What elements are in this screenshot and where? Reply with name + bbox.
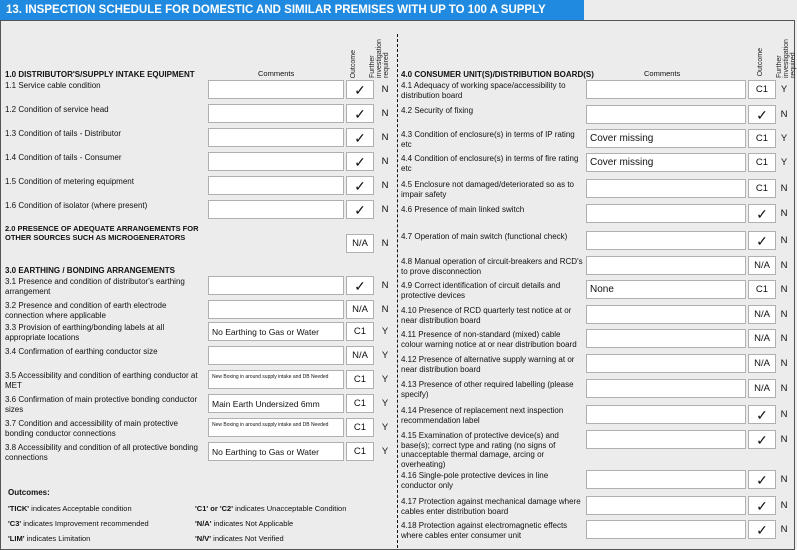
item-outcome-field[interactable]: C1: [346, 370, 374, 389]
outcome-c3: 'C3' indicates Improvement recommended: [8, 519, 149, 528]
item-further-investigation: N: [381, 280, 389, 291]
page-title: 13. INSPECTION SCHEDULE FOR DOMESTIC AND SIMILAR PREMISES WITH UP TO 100 A SUPPLY: [0, 0, 584, 20]
item-label: 1.5 Condition of metering equipment: [5, 177, 134, 186]
item-further-investigation: Y: [381, 422, 389, 433]
item-outcome-field[interactable]: N/A: [346, 346, 374, 365]
item-outcome-field[interactable]: ✓: [748, 520, 776, 539]
item-label: 4.4 Condition of enclosure(s) in terms of fire rating etc: [401, 154, 579, 173]
section-3-heading: 3.0 EARTHING / BONDING ARRANGEMENTS: [5, 266, 175, 275]
item-further-investigation: N: [780, 383, 788, 394]
item-further-investigation: N: [780, 109, 788, 120]
item-further-investigation: Y: [780, 84, 788, 95]
item-further-investigation: N: [381, 304, 389, 315]
left-further-header: Further investigation required: [369, 39, 390, 78]
item-further-investigation: N: [780, 183, 788, 194]
item-label: 3.8 Accessibility and condition of all protective bonding connections: [5, 443, 199, 462]
item-further-investigation: N: [381, 108, 389, 119]
item-label: 3.5 Accessibility and condition of earthing conductor at MET: [5, 371, 198, 390]
item-outcome-field[interactable]: C1: [346, 418, 374, 437]
outcome-nv: 'N/V' indicates Not Verified: [195, 534, 284, 543]
item-comment-field[interactable]: [586, 379, 746, 398]
item-outcome-field[interactable]: C1: [346, 394, 374, 413]
item-outcome-field[interactable]: N/A: [346, 300, 374, 319]
item-outcome-field[interactable]: C1: [748, 129, 776, 148]
section-2-outcome[interactable]: N/A: [346, 234, 374, 253]
item-outcome-field[interactable]: ✓: [346, 152, 374, 171]
item-label: 4.3 Condition of enclosure(s) in terms of IP rating etc: [401, 130, 575, 149]
item-outcome-field[interactable]: ✓: [748, 405, 776, 424]
item-label: 4.10 Presence of RCD quarterly test notice at or near distribution board: [401, 306, 572, 325]
item-outcome-field[interactable]: ✓: [748, 231, 776, 250]
item-further-investigation: Y: [381, 350, 389, 361]
item-comment-field[interactable]: [208, 80, 344, 99]
item-comment-field[interactable]: [208, 346, 344, 365]
item-outcome-field[interactable]: N/A: [748, 329, 776, 348]
item-comment-field[interactable]: [586, 80, 746, 99]
item-comment-field[interactable]: [208, 152, 344, 171]
item-further-investigation: N: [780, 309, 788, 320]
item-outcome-field[interactable]: ✓: [748, 470, 776, 489]
item-further-investigation: N: [780, 208, 788, 219]
item-comment-field[interactable]: Cover missing: [586, 153, 746, 172]
item-comment-field[interactable]: [586, 496, 746, 515]
item-outcome-field[interactable]: ✓: [346, 276, 374, 295]
outcome-lim: 'LIM' indicates Limitation: [8, 534, 91, 543]
item-further-investigation: N: [780, 409, 788, 420]
item-comment-field[interactable]: [586, 520, 746, 539]
item-label: 4.15 Examination of protective device(s) and base(s); correct type and rating (no signs of unacceptable thermal damage, arcing or overheating): [401, 431, 559, 469]
item-label: 4.5 Enclosure not damaged/deteriorated so as to impair safety: [401, 180, 574, 199]
item-outcome-field[interactable]: ✓: [346, 200, 374, 219]
item-comment-field[interactable]: [586, 430, 746, 449]
item-comment-field[interactable]: [208, 176, 344, 195]
item-outcome-field[interactable]: ✓: [748, 204, 776, 223]
left-comments-header: Comments: [258, 69, 295, 78]
item-further-investigation: N: [780, 358, 788, 369]
outcomes-heading: Outcomes:: [8, 488, 50, 497]
item-further-investigation: N: [780, 333, 788, 344]
item-outcome-field[interactable]: C1: [346, 442, 374, 461]
item-comment-field[interactable]: [586, 405, 746, 424]
right-comments-header: Comments: [644, 69, 681, 78]
item-label: 1.3 Condition of tails - Distributor: [5, 129, 122, 138]
item-comment-field[interactable]: [586, 305, 746, 324]
item-outcome-field[interactable]: C1: [748, 179, 776, 198]
item-comment-field[interactable]: No Earthing to Gas or Water: [208, 442, 344, 461]
left-outcome-header: Outcome: [350, 50, 357, 79]
item-comment-field[interactable]: [208, 200, 344, 219]
item-further-investigation: N: [381, 156, 389, 167]
item-comment-field[interactable]: [208, 300, 344, 319]
item-label: 3.6 Confirmation of main protective bonding conductor sizes: [5, 395, 198, 414]
outcome-na: 'N/A' indicates Not Applicable: [195, 519, 294, 528]
item-label: 3.1 Presence and condition of distributor's earthing arrangement: [5, 277, 185, 296]
item-comment-field[interactable]: [586, 256, 746, 275]
item-further-investigation: N: [381, 180, 389, 191]
item-further-investigation: Y: [381, 398, 389, 409]
item-comment-field[interactable]: [586, 179, 746, 198]
item-label: 4.12 Presence of alternative supply warning at or near distribution board: [401, 355, 575, 374]
item-label: 1.1 Service cable condition: [5, 81, 101, 90]
item-outcome-field[interactable]: N/A: [748, 379, 776, 398]
item-label: 3.7 Condition and accessibility of main protective bonding conductor connections: [5, 419, 178, 438]
section-1-heading: 1.0 DISTRIBUTOR'S/SUPPLY INTAKE EQUIPMENT: [5, 70, 195, 79]
item-label: 3.3 Provision of earthing/bonding labels at all appropriate locations: [5, 323, 165, 342]
item-label: 1.4 Condition of tails - Consumer: [5, 153, 122, 162]
item-comment-field[interactable]: New Boxing in around supply intake and DB Needed: [208, 418, 344, 437]
column-divider: [397, 34, 398, 548]
item-label: 4.2 Security of fixing: [401, 106, 474, 115]
item-outcome-field[interactable]: ✓: [346, 176, 374, 195]
item-label: 4.11 Presence of non-standard (mixed) cable colour warning notice at or near distribution board: [401, 330, 577, 349]
item-label: 4.6 Presence of main linked switch: [401, 205, 525, 214]
item-comment-field[interactable]: Cover missing: [586, 129, 746, 148]
item-further-investigation: Y: [381, 326, 389, 337]
item-comment-field[interactable]: [208, 104, 344, 123]
section-2-heading: 2.0 PRESENCE OF ADEQUATE ARRANGEMENTS FOR OTHER SOURCES SUCH AS MICROGENERATORS: [5, 224, 199, 242]
item-further-investigation: Y: [780, 157, 788, 168]
item-label: 1.6 Condition of isolator (where present): [5, 201, 148, 210]
right-further-header: Further investigation required: [776, 39, 797, 78]
item-outcome-field[interactable]: C1: [748, 280, 776, 299]
item-label: 4.13 Presence of other required labelling (please specify): [401, 380, 574, 399]
item-outcome-field[interactable]: ✓: [748, 105, 776, 124]
item-outcome-field[interactable]: C1: [748, 153, 776, 172]
outcome-tick: 'TICK' indicates Acceptable condition: [8, 504, 132, 513]
item-comment-field[interactable]: [208, 276, 344, 295]
item-comment-field[interactable]: Main Earth Undersized 6mm: [208, 394, 344, 413]
item-further-investigation: N: [780, 524, 788, 535]
item-further-investigation: Y: [381, 446, 389, 457]
item-further-investigation: N: [381, 204, 389, 215]
item-label: 3.4 Confirmation of earthing conductor size: [5, 347, 158, 356]
item-further-investigation: N: [381, 132, 389, 143]
section-4-heading: 4.0 CONSUMER UNIT(S)/DISTRIBUTION BOARD(S): [401, 70, 594, 79]
item-further-investigation: N: [381, 84, 389, 95]
item-label: 4.8 Manual operation of circuit-breakers and RCD's to prove disconnection: [401, 257, 583, 276]
item-label: 4.16 Single-pole protective devices in line conductor only: [401, 471, 549, 490]
item-comment-field[interactable]: New Boxing in around supply intake and DB Needed: [208, 370, 344, 389]
item-outcome-field[interactable]: ✓: [346, 128, 374, 147]
section-2-further: N: [381, 238, 389, 249]
item-outcome-field[interactable]: ✓: [748, 430, 776, 449]
item-further-investigation: N: [780, 284, 788, 295]
item-outcome-field[interactable]: C1: [346, 322, 374, 341]
item-further-investigation: N: [780, 474, 788, 485]
item-further-investigation: Y: [780, 133, 788, 144]
item-comment-field[interactable]: None: [586, 280, 746, 299]
item-label: 4.9 Correct identification of circuit details and protective devices: [401, 281, 561, 300]
item-label: 4.17 Protection against mechanical damage where cables enter distribution board: [401, 497, 581, 516]
item-outcome-field[interactable]: N/A: [748, 256, 776, 275]
item-label: 4.7 Operation of main switch (functional check): [401, 232, 568, 241]
item-comment-field[interactable]: [586, 231, 746, 250]
item-further-investigation: N: [780, 500, 788, 511]
item-outcome-field[interactable]: C1: [748, 80, 776, 99]
outcome-c1c2: 'C1' or 'C2' indicates Unacceptable Condition: [195, 504, 347, 513]
item-outcome-field[interactable]: N/A: [748, 305, 776, 324]
item-comment-field[interactable]: [586, 354, 746, 373]
item-further-investigation: Y: [381, 374, 389, 385]
item-comment-field[interactable]: [586, 105, 746, 124]
item-label: 3.2 Presence and condition of earth electrode connection where applicable: [5, 301, 167, 320]
item-comment-field[interactable]: [586, 470, 746, 489]
item-comment-field[interactable]: [586, 204, 746, 223]
item-further-investigation: N: [780, 235, 788, 246]
item-outcome-field[interactable]: ✓: [346, 104, 374, 123]
item-comment-field[interactable]: [586, 329, 746, 348]
right-outcome-header: Outcome: [757, 48, 764, 77]
item-further-investigation: N: [780, 434, 788, 445]
item-outcome-field[interactable]: ✓: [346, 80, 374, 99]
item-label: 4.14 Presence of replacement next inspection recommendation label: [401, 406, 564, 425]
item-comment-field[interactable]: [208, 128, 344, 147]
item-label: 4.18 Protection against electromagnetic effects where cables enter consumer unit: [401, 521, 568, 540]
item-label: 4.1 Adequacy of working space/accessibility to distribution board: [401, 81, 566, 100]
item-outcome-field[interactable]: ✓: [748, 496, 776, 515]
item-further-investigation: N: [780, 260, 788, 271]
item-label: 1.2 Condition of service head: [5, 105, 109, 114]
item-outcome-field[interactable]: N/A: [748, 354, 776, 373]
item-comment-field[interactable]: No Earthing to Gas or Water: [208, 322, 344, 341]
